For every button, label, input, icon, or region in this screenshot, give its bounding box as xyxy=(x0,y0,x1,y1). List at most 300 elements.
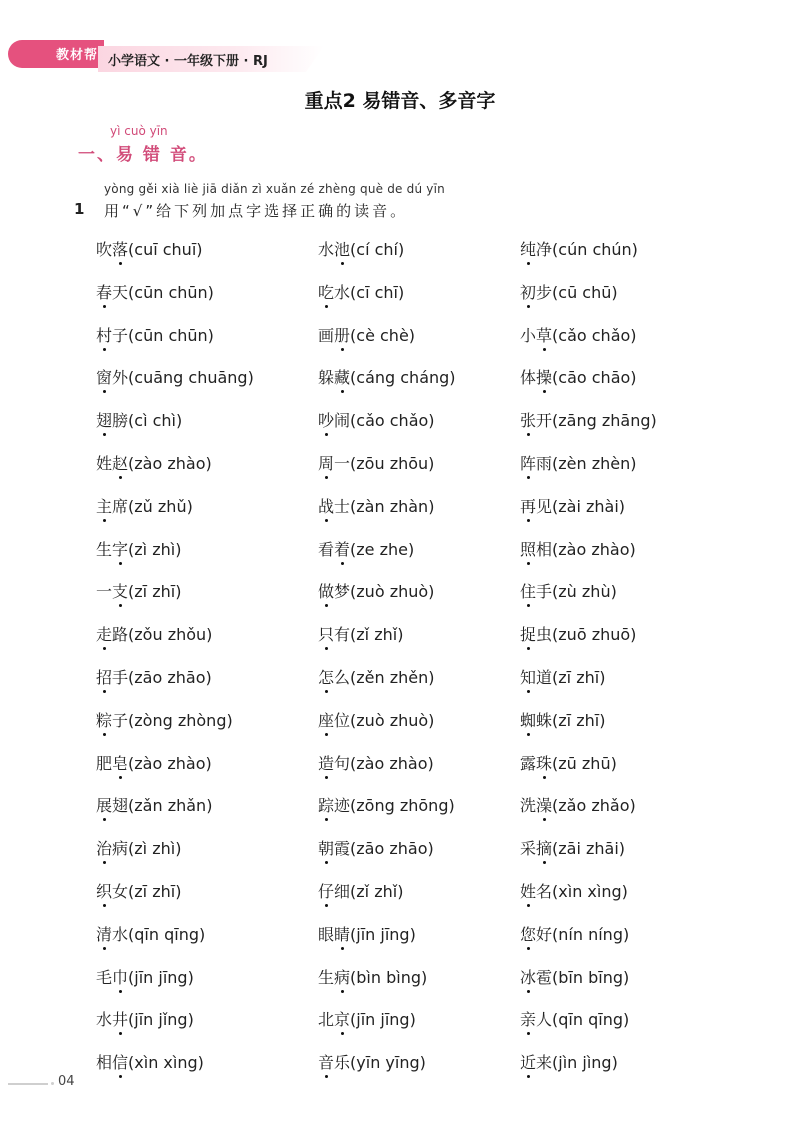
pinyin-options[interactable]: (zòng zhòng) xyxy=(128,710,233,730)
word-character: 翅 xyxy=(112,796,129,816)
emphasis-dot xyxy=(527,690,530,693)
emphasis-dot xyxy=(103,690,106,693)
emphasis-dot xyxy=(103,733,106,736)
dotted-character: 展 xyxy=(96,796,112,815)
pinyin-options[interactable]: (zuō zhuō) xyxy=(552,625,637,645)
emphasis-dot xyxy=(325,776,328,779)
dotted-character: 支 xyxy=(112,582,128,601)
word-character: 外 xyxy=(112,368,129,388)
exercise-item xyxy=(318,880,520,923)
exercise-item xyxy=(318,794,520,837)
dotted-character: 主 xyxy=(96,497,112,516)
exercise-item xyxy=(318,752,520,795)
emphasis-dot xyxy=(543,818,546,821)
word-character: 水 xyxy=(318,240,335,259)
emphasis-dot xyxy=(103,647,106,650)
pinyin-options[interactable]: (cāo chāo) xyxy=(552,368,637,388)
exercise-item xyxy=(318,495,520,538)
exercise-item xyxy=(96,366,318,409)
dotted-character: 周 xyxy=(318,454,334,473)
emphasis-dot xyxy=(527,476,530,479)
exercise-item xyxy=(318,923,520,966)
emphasis-dot xyxy=(543,390,546,393)
word-character: 步 xyxy=(536,282,553,302)
pinyin-options[interactable]: (nín níng) xyxy=(552,924,630,944)
pinyin-options[interactable]: (xìn xìng) xyxy=(552,881,628,901)
pinyin-options[interactable]: (zāng zhāng) xyxy=(552,411,657,431)
word-character: 名 xyxy=(536,881,553,901)
dotted-character: 姓 xyxy=(520,882,536,901)
word-character: 水 xyxy=(334,282,351,302)
exercise-item xyxy=(96,923,318,966)
exercise-item xyxy=(520,1051,740,1094)
pinyin-options[interactable]: (jīn jīng) xyxy=(350,1010,416,1030)
exercise-item xyxy=(96,880,318,923)
word-character: 女 xyxy=(112,881,129,901)
pinyin-options[interactable]: (zǔ zhǔ) xyxy=(128,496,193,516)
dotted-character: 治 xyxy=(96,839,112,858)
pinyin-options[interactable]: (qīn qīng) xyxy=(128,924,206,944)
emphasis-dot xyxy=(527,947,530,950)
emphasis-dot xyxy=(119,1032,122,1035)
exercise-item xyxy=(520,1008,740,1051)
word-character: 天 xyxy=(112,282,129,302)
word-character: 路 xyxy=(112,625,129,645)
exercise-item xyxy=(318,409,520,452)
word-character: 闹 xyxy=(334,411,351,431)
pinyin-options[interactable]: (jìn jìng) xyxy=(552,1053,618,1073)
pinyin-options[interactable]: (zì zhì) xyxy=(128,539,182,559)
exercise-item xyxy=(318,452,520,495)
dotted-character: 阵 xyxy=(520,454,536,473)
exercise-item xyxy=(96,1051,318,1094)
exercise-item xyxy=(520,880,740,923)
pinyin-options[interactable]: (zì zhì) xyxy=(128,839,182,859)
pinyin-options[interactable]: (zào zhào) xyxy=(128,753,212,773)
emphasis-dot xyxy=(527,1032,530,1035)
exercise-item xyxy=(318,623,520,666)
word-character: 士 xyxy=(334,496,351,516)
section-title: 一、易 错 音。 xyxy=(78,145,208,165)
word-character: 采 xyxy=(520,839,537,859)
exercise-item xyxy=(318,281,520,324)
question-number: 1 xyxy=(74,200,85,218)
emphasis-dot xyxy=(527,647,530,650)
pinyin-options[interactable]: (zī zhī) xyxy=(128,881,182,901)
pinyin-options[interactable]: (xìn xìng) xyxy=(128,1053,204,1073)
pinyin-options[interactable]: (zāi zhāi) xyxy=(552,839,626,859)
emphasis-dot xyxy=(341,947,344,950)
emphasis-dot xyxy=(103,947,106,950)
emphasis-dot xyxy=(119,604,122,607)
emphasis-dot xyxy=(103,904,106,907)
pinyin-options[interactable]: (zuò zhuò) xyxy=(350,582,435,602)
exercise-item xyxy=(318,538,520,581)
emphasis-dot xyxy=(341,390,344,393)
pinyin-options[interactable]: (zǐ zhǐ) xyxy=(350,881,404,901)
dotted-character: 音 xyxy=(318,1053,334,1072)
exercise-item xyxy=(96,1008,318,1051)
exercise-item xyxy=(318,709,520,752)
pinyin-options[interactable]: (cī chī) xyxy=(350,282,405,302)
emphasis-dot xyxy=(325,733,328,736)
word-character: 病 xyxy=(112,839,129,859)
dotted-character: 皂 xyxy=(112,754,128,773)
exercise-item xyxy=(520,538,740,581)
word-character: 画 xyxy=(318,325,335,345)
exercise-item xyxy=(96,538,318,581)
dotted-character: 京 xyxy=(334,1010,350,1029)
exercise-grid xyxy=(96,238,740,1094)
emphasis-dot xyxy=(325,861,328,864)
dotted-character: 做 xyxy=(318,582,334,601)
exercise-item xyxy=(520,366,740,409)
emphasis-dot xyxy=(543,776,546,779)
pinyin-options[interactable]: (cì chì) xyxy=(128,411,183,431)
exercise-item xyxy=(96,666,318,709)
section-pinyin: yì cuò yīn xyxy=(110,124,168,138)
dotted-character: 落 xyxy=(112,240,128,259)
word-character: 洗 xyxy=(520,796,537,816)
emphasis-dot xyxy=(103,433,106,436)
word-character: 手 xyxy=(112,667,129,687)
dotted-character: 草 xyxy=(536,326,552,345)
emphasis-dot xyxy=(527,305,530,308)
dotted-character: 清 xyxy=(96,925,112,944)
exercise-item xyxy=(318,666,520,709)
exercise-item xyxy=(520,794,740,837)
word-character: 道 xyxy=(536,667,553,687)
exercise-item xyxy=(318,324,520,367)
word-character: 一 xyxy=(334,453,351,473)
exercise-item xyxy=(520,580,740,623)
word-character: 手 xyxy=(536,582,553,602)
word-character: 膀 xyxy=(112,411,129,431)
dotted-character: 捉 xyxy=(520,625,536,644)
pinyin-options[interactable]: (zī zhī) xyxy=(128,582,182,602)
exercise-item xyxy=(96,966,318,1009)
pinyin-options[interactable]: (zào zhào) xyxy=(552,539,636,559)
dotted-character: 张 xyxy=(520,411,536,430)
word-character: 眼 xyxy=(318,924,335,944)
footer-rule xyxy=(8,1083,48,1085)
dotted-character: 只 xyxy=(318,625,334,644)
word-character: 子 xyxy=(112,710,129,730)
pinyin-options[interactable]: (zī zhī) xyxy=(552,710,606,730)
emphasis-dot xyxy=(103,390,106,393)
word-character: 净 xyxy=(536,240,553,259)
emphasis-dot xyxy=(325,305,328,308)
pinyin-options[interactable]: (cè chè) xyxy=(350,325,416,345)
pinyin-options[interactable]: (zōng zhōng) xyxy=(350,796,455,816)
emphasis-dot xyxy=(119,262,122,265)
exercise-item xyxy=(520,923,740,966)
pinyin-options[interactable]: (cún chún) xyxy=(552,240,638,259)
word-character: 北 xyxy=(318,1010,335,1030)
dotted-character: 着 xyxy=(334,540,350,559)
emphasis-dot xyxy=(341,562,344,565)
pinyin-options[interactable]: (cí chí) xyxy=(350,240,405,259)
word-character: 虫 xyxy=(536,625,553,645)
word-character: 迹 xyxy=(334,796,351,816)
exercise-item xyxy=(96,623,318,666)
exercise-item xyxy=(520,666,740,709)
emphasis-dot xyxy=(325,604,328,607)
dotted-character: 冰 xyxy=(520,968,536,987)
pinyin-options[interactable]: (cū chū) xyxy=(552,282,618,302)
emphasis-dot xyxy=(325,904,328,907)
exercise-item xyxy=(520,495,740,538)
emphasis-dot xyxy=(119,562,122,565)
emphasis-dot xyxy=(325,647,328,650)
dotted-character: 座 xyxy=(318,711,334,730)
dotted-character: 病 xyxy=(334,968,350,987)
word-character: 姓 xyxy=(96,453,113,473)
word-character: 人 xyxy=(536,1010,553,1030)
word-character: 水 xyxy=(112,924,129,944)
pinyin-options[interactable]: (jīn jīng) xyxy=(350,924,416,944)
exercise-item xyxy=(318,238,520,281)
pinyin-options[interactable]: (zàn zhàn) xyxy=(350,496,435,516)
pinyin-options[interactable]: (qīn qīng) xyxy=(552,1010,630,1030)
word-character: 好 xyxy=(536,924,553,944)
dotted-character: 朝 xyxy=(318,839,334,858)
exercise-item xyxy=(318,1008,520,1051)
dotted-character: 字 xyxy=(112,540,128,559)
exercise-item xyxy=(318,366,520,409)
exercise-item xyxy=(520,752,740,795)
exercise-item xyxy=(96,452,318,495)
dotted-character: 澡 xyxy=(536,796,552,815)
word-character: 相 xyxy=(536,539,553,559)
instruction-pinyin: yòng gěi xià liè jiā diǎn zì xuǎn zé zhèng què de dú yīn xyxy=(104,182,445,196)
word-character: 席 xyxy=(112,496,129,516)
pinyin-options[interactable]: (zǒu zhǒu) xyxy=(128,625,213,645)
exercise-item xyxy=(96,837,318,880)
emphasis-dot xyxy=(103,348,106,351)
emphasis-dot xyxy=(527,1075,530,1078)
dotted-character: 照 xyxy=(520,540,536,559)
dotted-character: 战 xyxy=(318,497,334,516)
dotted-character: 再 xyxy=(520,497,536,516)
emphasis-dot xyxy=(103,861,106,864)
dotted-character: 操 xyxy=(536,368,552,387)
dotted-character: 亲 xyxy=(520,1010,536,1029)
word-character: 毛 xyxy=(96,967,113,987)
word-character: 雹 xyxy=(536,967,553,987)
word-character: 么 xyxy=(334,667,351,687)
dotted-character: 蜘 xyxy=(520,711,536,730)
dotted-character: 珠 xyxy=(536,754,552,773)
pinyin-options[interactable]: (zāo zhāo) xyxy=(350,839,434,859)
emphasis-dot xyxy=(543,861,546,864)
word-character: 肥 xyxy=(96,753,113,773)
page-number: 04 xyxy=(58,1074,75,1089)
exercise-item xyxy=(318,966,520,1009)
pinyin-options[interactable]: (cūn chūn) xyxy=(128,282,214,302)
dotted-character: 近 xyxy=(520,1053,536,1072)
word-character: 一 xyxy=(96,582,113,602)
dotted-character: 藏 xyxy=(334,368,350,387)
dotted-character: 招 xyxy=(96,668,112,687)
emphasis-dot xyxy=(527,904,530,907)
pinyin-options[interactable]: (cūn chūn) xyxy=(128,325,214,345)
emphasis-dot xyxy=(325,690,328,693)
emphasis-dot xyxy=(341,1032,344,1035)
emphasis-dot xyxy=(119,1075,122,1078)
dotted-character: 赵 xyxy=(112,454,128,473)
dotted-character: 池 xyxy=(334,240,350,259)
exercise-item xyxy=(520,409,740,452)
word-character: 雨 xyxy=(536,453,553,473)
dotted-character: 知 xyxy=(520,668,536,687)
word-character: 小 xyxy=(520,325,537,345)
word-character: 生 xyxy=(96,539,113,559)
word-character: 句 xyxy=(334,753,351,773)
word-character: 露 xyxy=(520,753,537,773)
dotted-character: 井 xyxy=(112,1010,128,1029)
pinyin-options[interactable]: (ze zhe) xyxy=(350,539,415,559)
dotted-character: 吃 xyxy=(318,283,334,302)
exercise-item xyxy=(96,752,318,795)
dotted-character: 村 xyxy=(96,326,112,345)
brand-label: 教材帮 xyxy=(56,48,99,63)
pinyin-options[interactable]: (zǎo zhǎo) xyxy=(552,796,636,816)
pinyin-options[interactable]: (jīn jǐng) xyxy=(128,1010,194,1030)
dotted-character: 住 xyxy=(520,582,536,601)
page-title: 重点2 易错音、多音字 xyxy=(304,90,496,112)
dotted-character: 初 xyxy=(520,283,536,302)
exercise-item xyxy=(96,324,318,367)
pinyin-options[interactable]: (bīn bīng) xyxy=(552,967,630,987)
word-character: 子 xyxy=(112,325,129,345)
exercise-item xyxy=(96,281,318,324)
pinyin-options[interactable]: (zuò zhuò) xyxy=(350,710,435,730)
dotted-character: 纯 xyxy=(520,240,536,259)
word-character: 梦 xyxy=(334,582,351,602)
exercise-item xyxy=(96,409,318,452)
pinyin-options[interactable]: (zū zhū) xyxy=(552,753,617,773)
word-character: 生 xyxy=(318,967,335,987)
exercise-item xyxy=(318,1051,520,1094)
exercise-item xyxy=(96,238,318,281)
pinyin-options[interactable]: (cuī chuī) xyxy=(128,240,203,259)
dotted-character: 册 xyxy=(334,326,350,345)
dotted-character: 翅 xyxy=(96,411,112,430)
word-character: 见 xyxy=(536,496,553,516)
word-character: 体 xyxy=(520,368,537,388)
emphasis-dot xyxy=(103,519,106,522)
dotted-character: 信 xyxy=(112,1053,128,1072)
emphasis-dot xyxy=(341,990,344,993)
emphasis-dot xyxy=(325,818,328,821)
word-character: 乐 xyxy=(334,1053,351,1073)
emphasis-dot xyxy=(527,519,530,522)
pinyin-options[interactable]: (zù zhù) xyxy=(552,582,617,602)
emphasis-dot xyxy=(325,476,328,479)
pinyin-options[interactable]: (cáng cháng) xyxy=(350,368,456,388)
emphasis-dot xyxy=(527,604,530,607)
emphasis-dot xyxy=(527,990,530,993)
dotted-character: 造 xyxy=(318,754,334,773)
emphasis-dot xyxy=(119,776,122,779)
exercise-item xyxy=(96,709,318,752)
exercise-item xyxy=(520,238,740,281)
footer-dot xyxy=(51,1082,54,1085)
pinyin-options[interactable]: (zī zhī) xyxy=(552,667,606,687)
exercise-item xyxy=(520,623,740,666)
emphasis-dot xyxy=(527,433,530,436)
dotted-character: 怎 xyxy=(318,668,334,687)
pinyin-options[interactable]: (zōu zhōu) xyxy=(350,453,435,473)
emphasis-dot xyxy=(341,262,344,265)
exercise-item xyxy=(520,837,740,880)
dotted-character: 睛 xyxy=(334,925,350,944)
emphasis-dot xyxy=(119,990,122,993)
dotted-character: 仔 xyxy=(318,882,334,901)
exercise-item xyxy=(520,452,740,495)
word-character: 细 xyxy=(334,881,351,901)
word-character: 霞 xyxy=(334,839,351,859)
pinyin-options[interactable]: (cuāng chuāng) xyxy=(128,368,254,388)
word-character: 蛛 xyxy=(536,710,553,730)
exercise-item xyxy=(318,580,520,623)
pinyin-options[interactable]: (cǎo chǎo) xyxy=(350,411,435,431)
word-character: 相 xyxy=(96,1053,113,1073)
exercise-item xyxy=(318,837,520,880)
emphasis-dot xyxy=(527,262,530,265)
dotted-character: 踪 xyxy=(318,796,334,815)
pinyin-options[interactable]: (zǎn zhǎn) xyxy=(128,796,213,816)
exercise-item xyxy=(520,709,740,752)
pinyin-options[interactable]: (jīn jīng) xyxy=(128,967,194,987)
dotted-character: 织 xyxy=(96,882,112,901)
dotted-character: 巾 xyxy=(112,968,128,987)
dotted-character: 春 xyxy=(96,283,112,302)
subject-label: 小学语文 · 一年级下册 · RJ xyxy=(108,54,268,69)
emphasis-dot xyxy=(325,433,328,436)
exercise-item xyxy=(520,324,740,367)
word-character: 来 xyxy=(536,1053,553,1073)
pinyin-options[interactable]: (zèn zhèn) xyxy=(552,453,637,473)
exercise-item xyxy=(520,966,740,1009)
word-character: 水 xyxy=(96,1010,113,1030)
pinyin-options[interactable]: (cǎo chǎo) xyxy=(552,325,637,345)
emphasis-dot xyxy=(341,348,344,351)
pinyin-options[interactable]: (yīn yīng) xyxy=(350,1053,426,1073)
pinyin-options[interactable]: (zào zhào) xyxy=(128,453,212,473)
pinyin-options[interactable]: (zǐ zhǐ) xyxy=(350,625,404,645)
pinyin-options[interactable]: (zěn zhěn) xyxy=(350,667,435,687)
word-character: 有 xyxy=(334,625,351,645)
emphasis-dot xyxy=(527,562,530,565)
pinyin-options[interactable]: (bìn bìng) xyxy=(350,967,428,987)
dotted-character: 粽 xyxy=(96,711,112,730)
pinyin-options[interactable]: (zào zhào) xyxy=(350,753,434,773)
dotted-character: 走 xyxy=(96,625,112,644)
dotted-character: 吵 xyxy=(318,411,334,430)
emphasis-dot xyxy=(325,1075,328,1078)
dotted-character: 摘 xyxy=(536,839,552,858)
emphasis-dot xyxy=(103,305,106,308)
dotted-character: 窗 xyxy=(96,368,112,387)
emphasis-dot xyxy=(103,818,106,821)
word-character: 躲 xyxy=(318,368,335,388)
pinyin-options[interactable]: (zài zhài) xyxy=(552,496,626,516)
emphasis-dot xyxy=(543,348,546,351)
dotted-character: 您 xyxy=(520,925,536,944)
pinyin-options[interactable]: (zāo zhāo) xyxy=(128,667,212,687)
